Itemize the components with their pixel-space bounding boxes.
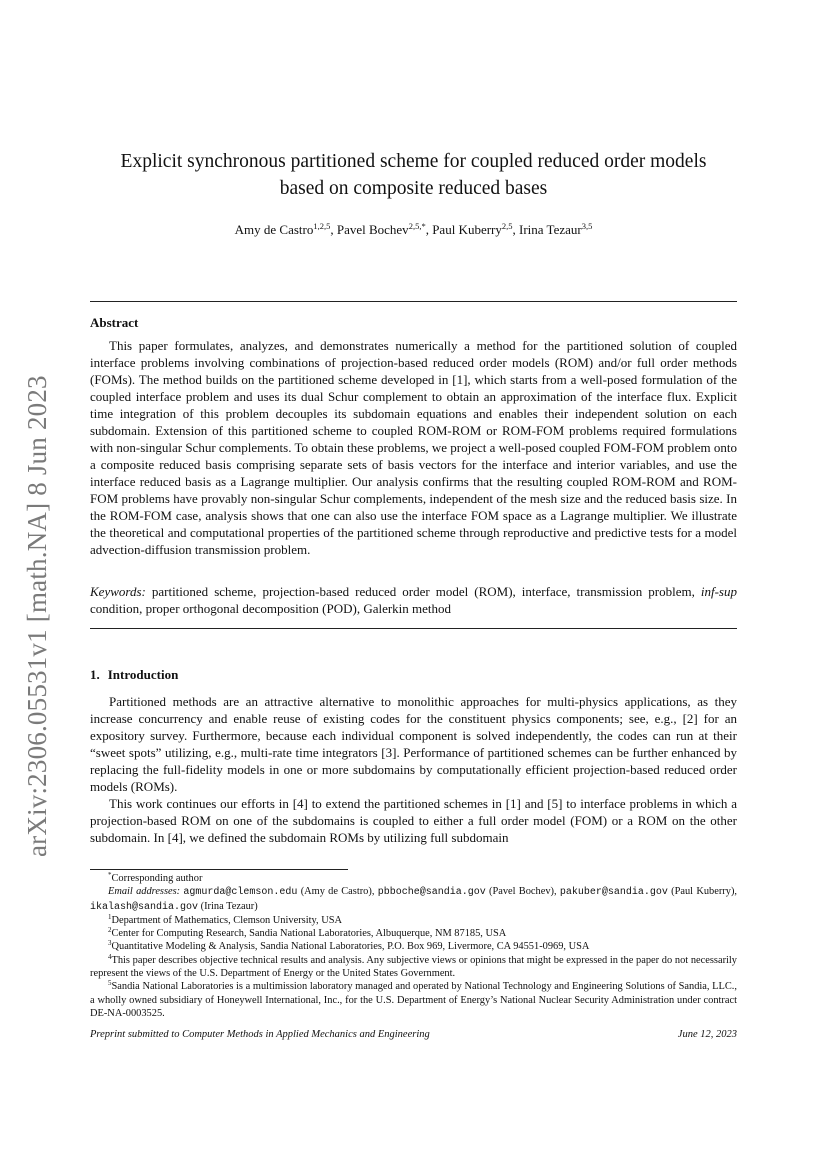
footnotes — [90, 872, 737, 1020]
keywords-text-part2: condition, proper orthogonal decomposition (POD), Galerkin method — [90, 601, 452, 616]
footnote-affiliation-1 — [90, 914, 737, 927]
footnote-sandia-notice — [90, 980, 737, 1020]
footnote-emails — [90, 885, 737, 914]
footnote-mark: 5 — [108, 979, 112, 988]
intro-paragraph-2: This work continues our efforts in [4] to extend the partitioned schemes in [1] and [5] to interface problems in which a projection-based ROM on one of the subdomains is coupled to either a full order model (FOM) or a ROM on the other subdomain. In [4], we defined the subdomain ROMs by utilizing full subdomain — [90, 796, 737, 845]
email-owner: (Pavel Bochev), — [485, 886, 560, 898]
intro-paragraph-1: Partitioned methods are an attractive alternative to monolithic approaches for multi-physics applications, as they increase concurrency and enable reuse of existing codes for the constituent physics components; see, e.g., [2] for an expository survey. Furthermore, because each individual component is solved independently, the codes can run at their “sweet spots” utilizing, e.g., multi-rate time integrators [3]. Performance of partitioned schemes can be further enhanced by replacing the full-fidelity models in one or more subdomains by computationally efficient projection-based reduced order models (ROMs). — [90, 694, 737, 794]
author-name: Amy de Castro — [234, 222, 314, 237]
abstract-body — [90, 337, 737, 558]
footnote-text: This paper describes objective technical results and analysis. Any subjective views or opinions that might be expressed in the paper do not necessarily represent the views of the U.S. Department of Energy or the United States Government. — [90, 954, 737, 980]
author-name: Pavel Bochev — [336, 222, 409, 237]
keywords-text-part1: partitioned scheme, projection-based reduced order model (ROM), interface, transmission problem, — [151, 584, 701, 599]
author-list — [90, 221, 737, 239]
author-affiliation-marks: 1,2,5 — [313, 221, 331, 231]
footnote-affiliation-3 — [90, 940, 737, 953]
footnote-text: Center for Computing Research, Sandia National Laboratories, Albuquerque, NM 87185, USA — [111, 928, 507, 940]
author-name: Irina Tezaur — [519, 222, 582, 237]
footnote-mark: 3 — [108, 939, 112, 948]
preprint-footer: Preprint submitted to Computer Methods in Applied Mechanics and Engineering — [90, 1029, 430, 1040]
email-owner: (Amy de Castro), — [297, 886, 378, 898]
abstract-text: This paper formulates, analyzes, and demonstrates numerically a method for the partitioned solution of coupled interface problems involving combinations of projection-based reduced order models (ROM) and/or full order methods (FOMs). The method builds on the partitioned scheme developed in [1], which starts from a well-posed formulation of the coupled interface problem and uses its dual Schur complement to obtain an approximation of the interface flux. Explicit time integration of this problem decouples its subdomain equations and enables their independent solution on each subdomain. Extension of this partitioned scheme to coupled ROM-ROM or ROM-FOM problems required formulations with non-singular Schur complements. To obtain these problems, we project a well-posed coupled FOM-FOM problem onto a composite reduced basis comprising separate sets of basis vectors for the interface and interior variables, and use the interface reduced basis as a Lagrange multiplier. Our analysis confirms that the resulting coupled ROM-ROM and ROM-FOM problems have provably non-singular Schur complements, independent of the mesh size and the reduced basis size. In the ROM-FOM case, analysis shows that one can also use the interface FOM space as a Lagrange multiplier. We illustrate the theoretical and computational properties of the partitioned scheme through reproductive and predictive tests for a model advection-diffusion transmission problem. — [90, 338, 737, 557]
footnote-mark: 2 — [108, 926, 112, 935]
footnote-rule — [90, 869, 348, 870]
email-label: Email addresses: — [108, 886, 181, 898]
paper-title — [90, 148, 737, 202]
email-address[interactable]: pbboche@sandia.gov — [377, 887, 486, 899]
author-separator: , — [425, 222, 433, 237]
email-address[interactable]: agmurda@clemson.edu — [183, 887, 298, 899]
abstract-bottom-rule — [90, 628, 737, 629]
introduction-body — [90, 693, 737, 846]
keywords — [90, 583, 737, 617]
section-title: Introduction — [107, 667, 179, 682]
footnote-text: Sandia National Laboratories is a multimission laboratory managed and operated by National Technology and Engineering Solutions of Sandia, LLC., a wholly owned subsidiary of Honeywell International, Inc., for the U.S. Department of Energy’s National Nuclear Security Administration under contract DE-NA-0003525. — [90, 981, 737, 1019]
keywords-label: Keywords: — [90, 584, 146, 599]
author-affiliation-marks: 2,5,* — [408, 221, 426, 231]
footnote-text: Quantitative Modeling & Analysis, Sandia National Laboratories, P.O. Box 969, Livermore, CA 94551-0969, USA — [111, 941, 590, 953]
author-affiliation-marks: 2,5 — [501, 221, 513, 231]
footnote-affiliation-2 — [90, 927, 737, 940]
footnote-text: Corresponding author — [111, 873, 203, 884]
arxiv-side-stamp: arXiv:2306.05531v1 [math.NA] 8 Jun 2023 — [22, 375, 52, 857]
title-line-2: based on composite reduced bases — [279, 178, 548, 199]
author-name: Paul Kuberry — [432, 222, 502, 237]
email-address[interactable]: ikalash@sandia.gov — [90, 901, 199, 913]
email-owner: (Paul Kuberry), — [667, 886, 737, 898]
footer-date: June 12, 2023 — [677, 1029, 737, 1040]
keywords-infsup: inf-sup — [700, 584, 737, 599]
abstract-top-rule — [90, 301, 737, 302]
title-line-1: Explicit synchronous partitioned scheme for coupled reduced order models — [120, 151, 707, 172]
footnote-mark: 4 — [108, 952, 112, 961]
author-separator: , — [330, 222, 337, 237]
footnote-mark: * — [108, 871, 112, 879]
author-affiliation-marks: 3,5 — [581, 221, 593, 231]
footnote-corresponding — [90, 872, 737, 885]
email-owner: (Irina Tezaur) — [198, 900, 258, 912]
footnote-text: Department of Mathematics, Clemson University, USA — [111, 914, 342, 926]
section-number: 1. — [90, 667, 100, 682]
footnote-mark: 1 — [108, 912, 112, 921]
section-heading-introduction — [90, 667, 178, 683]
email-address[interactable]: pakuber@sandia.gov — [559, 887, 668, 899]
abstract-heading: Abstract — [90, 315, 139, 330]
author-separator: , — [512, 222, 519, 237]
footnote-disclaimer — [90, 954, 737, 981]
